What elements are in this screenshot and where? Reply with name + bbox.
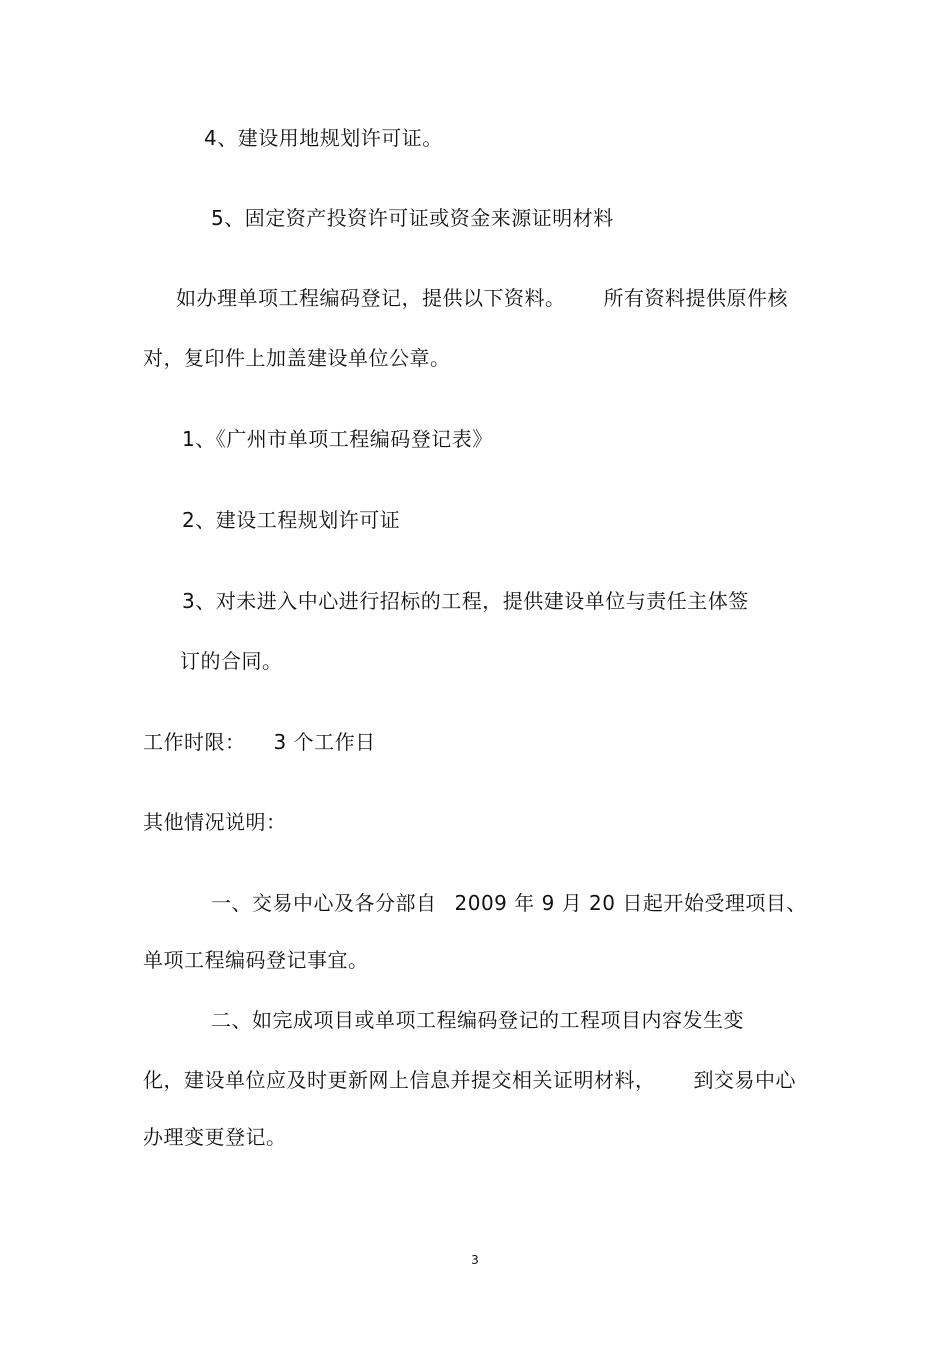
text-line: 对，复印件上加盖建设单位公章。 bbox=[143, 346, 451, 370]
page-number: 3 bbox=[471, 1253, 479, 1267]
text-segment: 化，建设单位应及时更新网上信息并提交相关证明材料， bbox=[143, 1068, 656, 1092]
text-line: 订的合同。 bbox=[180, 649, 283, 673]
text-line: 单项工程编码登记事宜。 bbox=[143, 948, 369, 972]
text-segment: 到交易中心 bbox=[693, 1068, 796, 1092]
list-item-1-registration-form bbox=[182, 425, 493, 453]
text-value: 3 个工作日 bbox=[273, 730, 376, 754]
text-segment: 2009 年 9 月 20 日起开始受理项目、 bbox=[454, 891, 807, 915]
list-item-3-contract bbox=[182, 587, 749, 615]
text-line: 二、如完成项目或单项工程编码登记的工程项目内容发生变 bbox=[211, 1008, 744, 1032]
paragraph-single-project-intro-continued bbox=[143, 344, 451, 372]
text-line: 5、固定资产投资许可证或资金来源证明材料 bbox=[211, 206, 614, 230]
text-segment: 所有资料提供原件核 bbox=[603, 286, 788, 310]
note-2 bbox=[211, 1006, 744, 1034]
note-2-continued-end bbox=[143, 1123, 287, 1151]
list-item-2-planning-permit bbox=[182, 506, 400, 534]
note-1 bbox=[211, 889, 807, 917]
list-item-4-land-permit bbox=[204, 124, 443, 152]
other-notes-heading bbox=[143, 808, 287, 836]
list-item-5-investment-permit bbox=[211, 204, 614, 232]
text-label: 工作时限： bbox=[143, 730, 246, 754]
text-line: 其他情况说明： bbox=[143, 810, 287, 834]
text-segment: 一、交易中心及各分部自 bbox=[211, 891, 437, 915]
list-item-3-contract-continued bbox=[180, 647, 283, 675]
text-line: 2、建设工程规划许可证 bbox=[182, 508, 401, 532]
note-1-continued bbox=[143, 946, 369, 974]
text-line: 3、对未进入中心进行招标的工程，提供建设单位与责任主体签 bbox=[182, 589, 749, 613]
text-line: 办理变更登记。 bbox=[143, 1125, 287, 1149]
work-time-limit bbox=[143, 728, 376, 756]
note-2-continued bbox=[143, 1066, 796, 1094]
text-line: 1、《广州市单项工程编码登记表》 bbox=[182, 427, 493, 451]
text-line: 4、建设用地规划许可证。 bbox=[204, 126, 443, 150]
text-segment: 如办理单项工程编码登记，提供以下资料。 bbox=[176, 286, 566, 310]
paragraph-single-project-intro bbox=[176, 284, 788, 312]
